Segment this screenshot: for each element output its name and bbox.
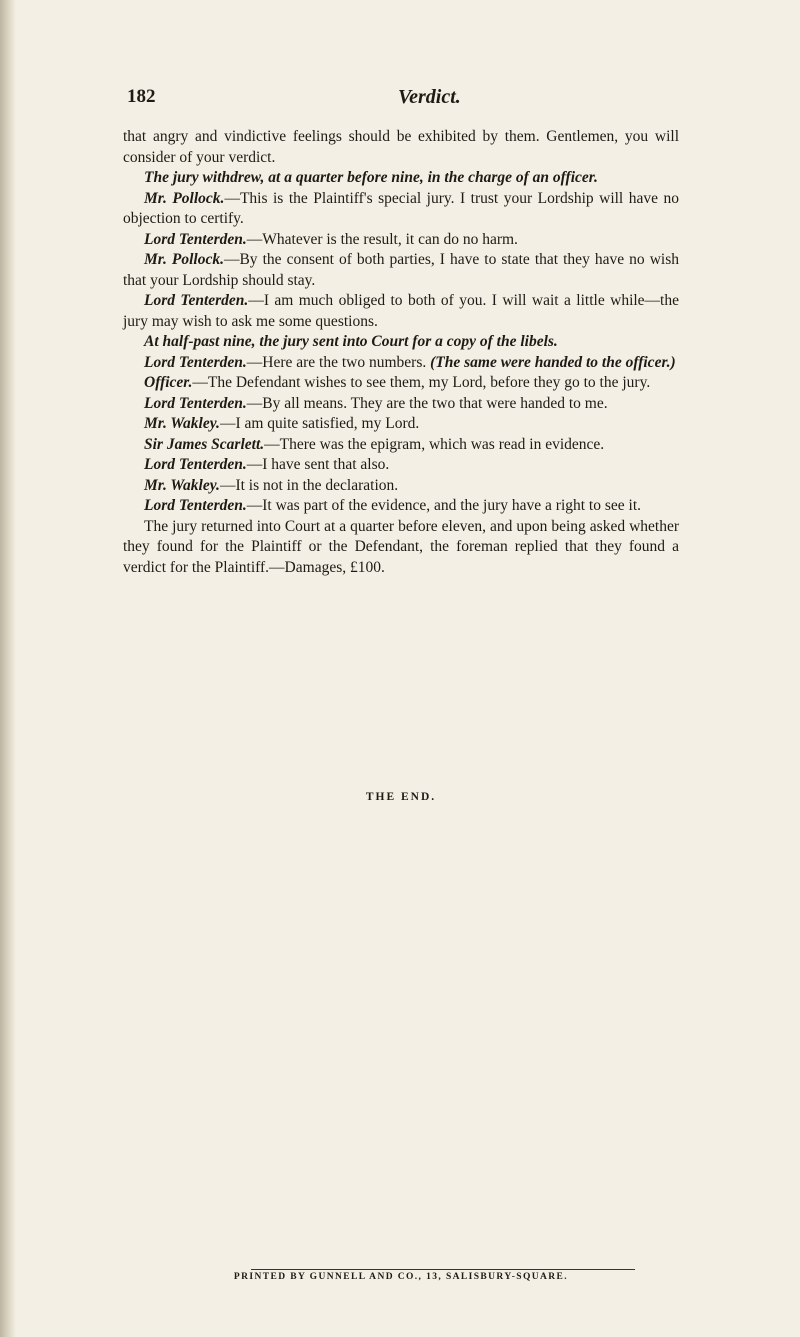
stage-direction-text: The jury withdrew, at a quarter before nine, in the charge of an officer. bbox=[144, 169, 598, 186]
page-number: 182 bbox=[127, 86, 156, 107]
printer-imprint: PRINTED BY GUNNELL AND CO., 13, SALISBURY-SQUARE. bbox=[233, 1272, 569, 1282]
dialogue-text: —This is the Plaintiff's special jury. I trust your Lordship will have no objection to certify. bbox=[123, 189, 680, 227]
speaker-name: Lord Tenterden. bbox=[144, 394, 247, 412]
dialogue-line bbox=[123, 250, 679, 291]
dialogue-line bbox=[123, 353, 679, 374]
binding-edge bbox=[0, 0, 16, 1337]
dialogue-text: —I am quite satisfied, my Lord. bbox=[219, 415, 420, 432]
speaker-name: Lord Tenterden. bbox=[144, 497, 247, 514]
speaker-name: Lord Tenterden. bbox=[144, 230, 247, 248]
page-header bbox=[123, 86, 683, 116]
dialogue-text: —Here are the two numbers. bbox=[246, 353, 431, 371]
dialogue-text: —There was the epigram, which was read in evidence. bbox=[264, 435, 605, 453]
paragraph-text: The jury returned into Court at a quarter before eleven, and upon being asked whether they found for the Plaintiff or the Defendant, the foreman replied that they found a verdict for the Plaintiff.—Damages, £100. bbox=[123, 517, 679, 576]
dialogue-line bbox=[123, 435, 679, 456]
speaker-name: Mr. Wakley. bbox=[144, 415, 220, 432]
dialogue-text: —It was part of the evidence, and the jury have a right to see it. bbox=[246, 497, 642, 514]
dialogue-text: —By the consent of both parties, I have to state that they have no wish that your Lordship should stay. bbox=[123, 251, 679, 289]
speaker-name: Lord Tenterden. bbox=[144, 456, 247, 473]
speaker-name: Mr. Pollock. bbox=[144, 251, 224, 268]
speaker-name: Lord Tenterden. bbox=[144, 353, 247, 371]
stage-direction bbox=[123, 168, 679, 189]
speaker-name: Mr. Wakley. bbox=[144, 476, 220, 494]
paragraph-text: that angry and vindictive feelings should be exhibited by them. Gentlemen, you will consider of your verdict. bbox=[123, 128, 679, 166]
paragraph bbox=[123, 517, 679, 579]
speaker-name: Sir James Scarlett. bbox=[144, 435, 265, 453]
dialogue-line bbox=[123, 189, 679, 230]
running-title: Verdict. bbox=[398, 86, 461, 108]
dialogue-line bbox=[123, 230, 679, 251]
speaker-name: Mr. Pollock. bbox=[144, 189, 225, 207]
dialogue-line bbox=[123, 496, 679, 517]
the-end-heading: THE END. bbox=[365, 791, 437, 803]
stage-direction-inline: (The same were handed to the officer.) bbox=[430, 353, 676, 371]
dialogue-text: —I have sent that also. bbox=[246, 456, 390, 473]
dialogue-line bbox=[123, 476, 679, 497]
dialogue-line bbox=[123, 291, 679, 332]
dialogue-text: —I am much obliged to both of you. I will wait a little while—the jury may wish to ask me some questions. bbox=[123, 292, 679, 330]
dialogue-text: —It is not in the declaration. bbox=[219, 476, 399, 494]
stage-direction bbox=[123, 332, 679, 353]
stage-direction-text: At half-past nine, the jury sent into Court for a copy of the libels. bbox=[144, 333, 558, 350]
paragraph bbox=[123, 127, 679, 168]
dialogue-text: —Whatever is the result, it can do no harm. bbox=[246, 230, 518, 248]
dialogue-line bbox=[123, 455, 679, 476]
speaker-name: Lord Tenterden. bbox=[144, 292, 249, 309]
dialogue-line bbox=[123, 414, 679, 435]
dialogue-line bbox=[123, 394, 679, 415]
dialogue-line bbox=[123, 373, 679, 394]
dialogue-text: —The Defendant wishes to see them, my Lord, before they go to the jury. bbox=[192, 374, 651, 391]
imprint-rule bbox=[251, 1269, 635, 1270]
body-text bbox=[123, 127, 679, 578]
speaker-name: Officer. bbox=[144, 374, 193, 391]
dialogue-text: —By all means. They are the two that were handed to me. bbox=[246, 394, 608, 412]
